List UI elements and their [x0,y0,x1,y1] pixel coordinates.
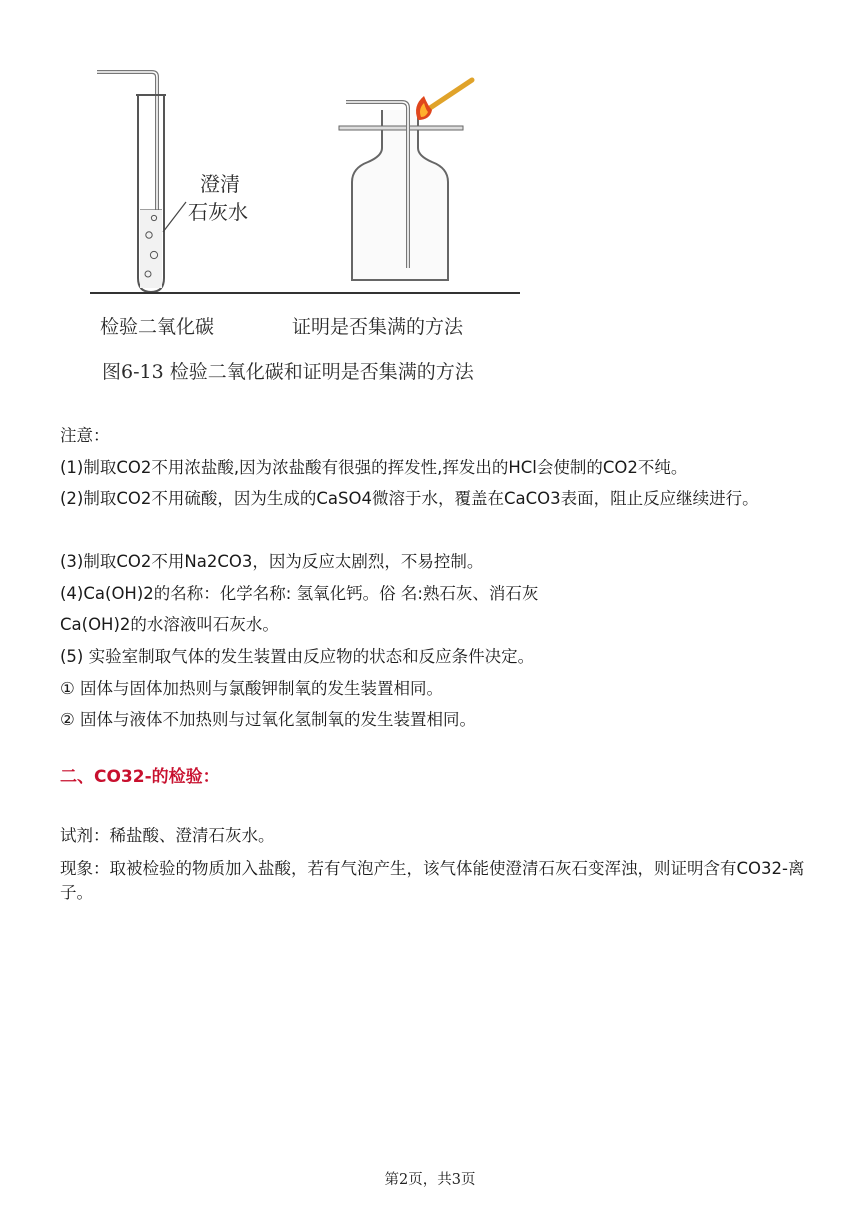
note-item: (3)制取CO2不用Na2CO3，因为反应太剧烈，不易控制。 [60,552,484,571]
left-caption: 检验二氧化碳 [100,316,215,338]
note-item: (2)制取CO2不用硫酸，因为生成的CaSO4微溶于水，覆盖在CaCO3表面，阻止反应继续进行。 [60,489,759,508]
note-item: (1)制取CO2不用浓盐酸,因为浓盐酸有很强的挥发性,挥发出的HCl会使制的CO2不纯。 [60,458,688,477]
apparatus-illustration [60,40,580,400]
notes-title: 注意： [60,426,110,445]
phenomenon-text: 现象：取被检验的物质加入盐酸，若有气泡产生，该气体能使澄清石灰石变浑浊，则证明含有CO32-离子。 [60,859,805,902]
note-item: ② 固体与液体不加热则与过氧化氢制氧的发生装置相同。 [60,710,477,729]
tube-label-line2: 石灰水 [188,200,248,224]
right-caption: 证明是否集满的方法 [292,316,464,338]
experiment-figure [60,40,580,400]
note-item: (4)Ca(OH)2的名称：化学名称: 氢氧化钙。俗 名:熟石灰、消石灰 [60,584,539,603]
reagent-text: 试剂：稀盐酸、澄清石灰水。 [60,826,275,845]
note-item: ① 固体与固体加热则与氯酸钾制氧的发生装置相同。 [60,679,444,698]
note-item: (5) 实验室制取气体的发生装置由反应物的状态和反应条件决定。 [60,647,535,666]
page-number: 第2页，共3页 [384,1172,476,1188]
figure-caption: 图6-13 检验二氧化碳和证明是否集满的方法 [102,361,474,383]
tube-label-line1: 澄清 [200,172,240,196]
section-heading: 二、CO32-的检验： [60,767,220,787]
note-item: Ca(OH)2的水溶液叫石灰水。 [60,615,279,634]
